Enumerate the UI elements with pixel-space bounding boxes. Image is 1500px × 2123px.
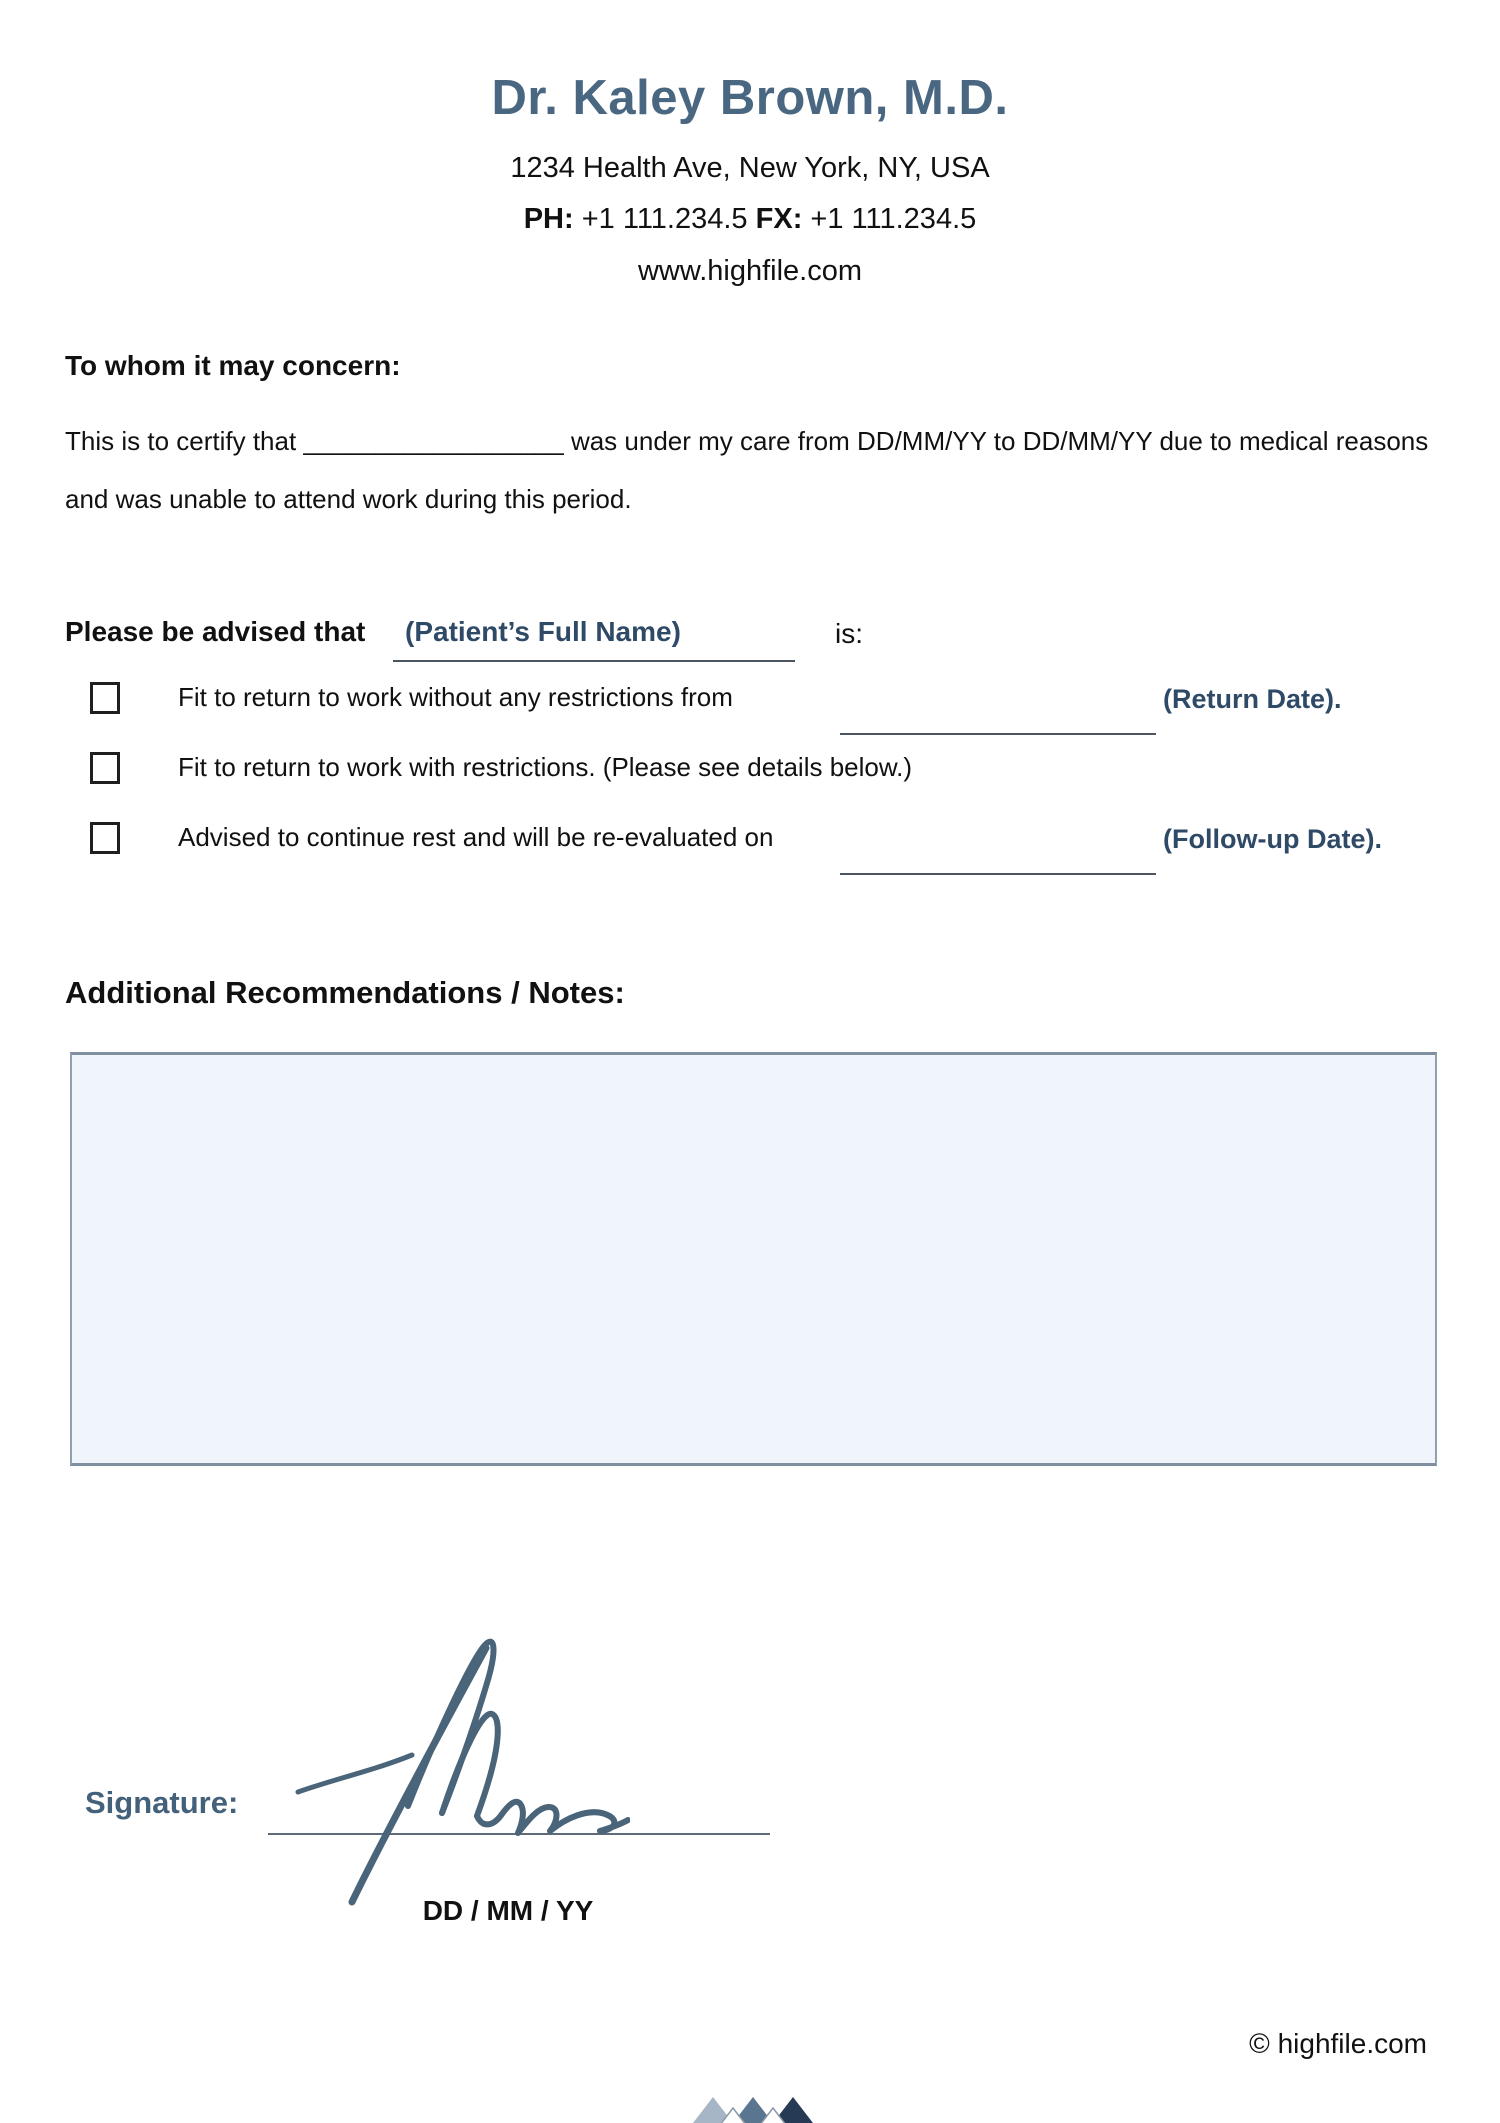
phone-fax-line [0, 203, 1500, 236]
certify-prefix: This is to certify that [65, 426, 297, 456]
checkbox-no-restrictions[interactable] [90, 682, 120, 714]
fax-label: FX: [755, 203, 803, 235]
certify-suffix: was under my care from DD/MM/YY to DD/MM/YY due to medical reasons and was unable to attend work during this period. [65, 426, 1429, 514]
phone-label: PH: [523, 203, 574, 235]
copyright-text: © highfile.com [1249, 2028, 1427, 2059]
page-title: Dr. Kaley Brown, M.D. [491, 71, 1009, 125]
option-row-with-restrictions [65, 750, 1445, 820]
signature-date-placeholder: DD / MM / YY [422, 1895, 594, 1926]
option-row-continue-rest [65, 820, 1445, 890]
notes-heading: Additional Recommendations / Notes: [65, 975, 625, 1010]
clinic-address: 1234 Health Ave, New York, NY, USA [510, 152, 990, 184]
advisory-lead: Please be advised that [65, 616, 366, 647]
signature-label: Signature: [85, 1785, 239, 1820]
checkbox-continue-rest[interactable] [90, 822, 120, 854]
advisory-tail: is: [835, 618, 863, 649]
return-date-field[interactable] [840, 698, 1156, 735]
advisory-line [65, 616, 1445, 668]
salutation: To whom it may concern: [65, 350, 401, 381]
highfile-diamonds-logo [693, 2097, 813, 2123]
return-date-label: (Return Date). [1163, 684, 1342, 714]
phone-number: +1 111.234.5 [581, 203, 748, 235]
patient-full-name-field[interactable]: (Patient’s Full Name) [393, 616, 795, 662]
website: www.highfile.com [637, 255, 863, 287]
option-label: Fit to return to work without any restrictions from [178, 682, 733, 712]
checkbox-with-restrictions[interactable] [90, 752, 120, 784]
patient-name-blank[interactable]: __________________ [303, 426, 564, 456]
signature-ink-drawing [290, 1628, 630, 1908]
followup-date-field[interactable] [840, 838, 1156, 875]
notes-textarea[interactable] [70, 1052, 1437, 1466]
options-list [65, 680, 1445, 890]
fax-number: +1 111.234.5 [810, 203, 977, 235]
option-label: Advised to continue rest and will be re-evaluated on [178, 822, 774, 852]
option-label: Fit to return to work with restrictions. (Please see details below.) [178, 752, 913, 782]
followup-date-label: (Follow-up Date). [1163, 824, 1382, 854]
certification-paragraph [65, 412, 1450, 528]
option-row-no-restrictions [65, 680, 1445, 750]
